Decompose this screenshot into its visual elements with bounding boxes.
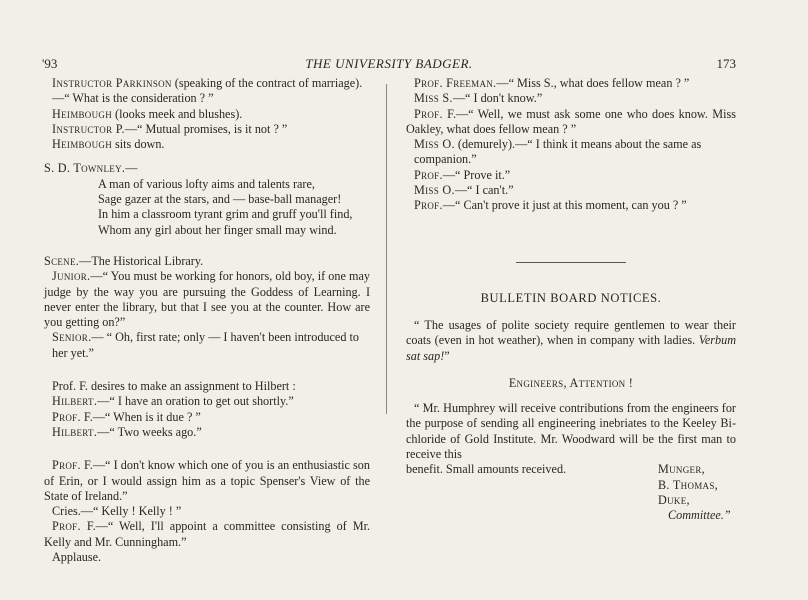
signature-munger: Munger,	[658, 462, 705, 477]
dialogue-text: —“ I don't know.”	[452, 91, 543, 106]
applause-line: Applause.	[52, 550, 102, 565]
speaker-name: Hilbert.	[52, 424, 98, 439]
parkinson-dialogue	[44, 76, 370, 152]
notice-engineers: “ Mr. Humphrey will receive contributions from the engineers for the purpose of sending all engineering inebriates to the Keeley Bi-chloride of Gold Institute. Mr. Woodward will be the first man to receive this	[406, 401, 736, 462]
dash: —	[125, 161, 138, 176]
header-year: '93	[42, 56, 58, 71]
speaker-name: Heimbough	[52, 137, 112, 152]
intro-line: Prof. F. desires to make an assignment to Hilbert :	[52, 379, 296, 394]
left-column	[44, 76, 370, 565]
dialogue-text: —“ You must be working for honors, old boy, if one may judge by the way you are pursuing the Goddess of Learning. I never enter the library, but that I see you at the counter. How are you getting on?”	[44, 269, 370, 330]
dialogue-text: F.—“ I don't know which one of you is an enthusiastic son of Erin, or I would assign him as a topic Spenser's View of the State of Ireland.”	[44, 458, 370, 503]
dialogue-text: —“ Two weeks ago.”	[97, 424, 202, 439]
page-number: 173	[716, 56, 736, 71]
signature-thomas: B. Thomas,	[658, 477, 719, 492]
speaker-name: Hilbert.	[52, 394, 98, 409]
speaker-name: Prof.	[52, 458, 81, 473]
dialogue-text: F.—“ Well, I'll appoint a committee consisting of Mr. Kelly and Mr. Cunningham.”	[44, 519, 370, 549]
verse-line: In him a classroom tyrant grim and gruff you'll find,	[98, 207, 353, 222]
notice-text: “ The usages of polite society require gentlemen to wear their coats (even in hot weather), when in company with ladies.	[406, 317, 736, 348]
dialogue-text: sits down.	[112, 137, 165, 152]
dialogue-text: F.—“ When is it due ? ”	[80, 409, 201, 424]
dialogue-text: (demurely).—“ I think it means about the same as companion.”	[414, 137, 702, 167]
column-divider	[386, 84, 387, 414]
speaker-name: Prof.	[414, 198, 443, 213]
speaker-name: Prof.	[414, 167, 443, 182]
signature-committee: Committee.”	[668, 508, 731, 523]
hilbert-dialogue	[44, 379, 370, 440]
dialogue-text: —“ I have an oration to get out shortly.”	[97, 394, 294, 409]
speaker-name: Prof. Freeman.	[414, 76, 497, 90]
speaker-name: Miss O.	[414, 183, 455, 198]
speaker-name: Miss S.	[414, 91, 453, 106]
dialogue-text: —“ Miss S., what does fellow mean ? ”	[496, 76, 690, 90]
dialogue-text: —“ Mutual promises, is it not ? ”	[124, 121, 288, 136]
dialogue-text: —“ Can't prove it just at this moment, can you ? ”	[442, 198, 687, 213]
speaker-name: S. D. Townley.	[44, 161, 126, 176]
speaker-name: Senior.	[52, 330, 92, 345]
speaker-name: Prof.	[52, 519, 81, 534]
notice-coats	[406, 318, 736, 364]
speaker-name: Prof.	[414, 106, 443, 121]
scene-text: —The Historical Library.	[79, 253, 204, 268]
freeman-dialogue	[406, 76, 736, 214]
verse-line: A man of various lofty aims and talents rare,	[98, 176, 315, 191]
engineers-heading: Engineers, Attention !	[508, 375, 634, 390]
speaker-name: Heimbough	[52, 106, 112, 121]
speaker-name: Instructor Parkinson	[52, 76, 172, 90]
dialogue-text: —“ Prove it.”	[442, 167, 511, 182]
townley-verse	[44, 161, 370, 237]
closing-quote: ”	[444, 348, 450, 363]
speaker-name: Prof.	[52, 409, 81, 424]
dialogue-text: —“ I can't.”	[454, 183, 514, 198]
right-column	[406, 76, 736, 524]
speaker-name: Junior.	[52, 269, 91, 284]
dialogue-text: (speaking of the contract of marriage).—“ What is the consideration ? ”	[52, 76, 363, 106]
verse-line: Sage gazer at the stars, and — base-ball manager!	[98, 192, 342, 207]
speaker-name: Instructor P.	[52, 121, 125, 136]
kelly-dialogue	[44, 458, 370, 565]
scene-label: Scene.	[44, 253, 80, 268]
latin-phrase: Verbum sat sap!	[406, 333, 736, 363]
bulletin-heading: BULLETIN BOARD NOTICES.	[480, 290, 662, 305]
dialogue-text: (looks meek and blushes).	[112, 106, 243, 121]
speaker-name: Miss O.	[414, 137, 455, 152]
dialogue-text: F.—“ Well, we must ask some one who does know. Miss Oakley, what does fellow mean ? ”	[406, 106, 736, 136]
cries-line: Cries.—“ Kelly ! Kelly ! ”	[52, 504, 182, 519]
dialogue-text: — “ Oh, first rate; only — I haven't been introduced to her yet.”	[52, 330, 359, 360]
header-title: THE UNIVERSITY BADGER.	[305, 56, 473, 71]
signature-duke: Duke,	[658, 492, 690, 507]
verse-line: Whom any girl about her finger small may wind.	[98, 222, 337, 237]
notice-last-line: benefit. Small amounts received.	[406, 462, 567, 477]
library-scene	[44, 254, 370, 361]
signature-row	[406, 462, 736, 477]
running-header	[42, 56, 736, 74]
